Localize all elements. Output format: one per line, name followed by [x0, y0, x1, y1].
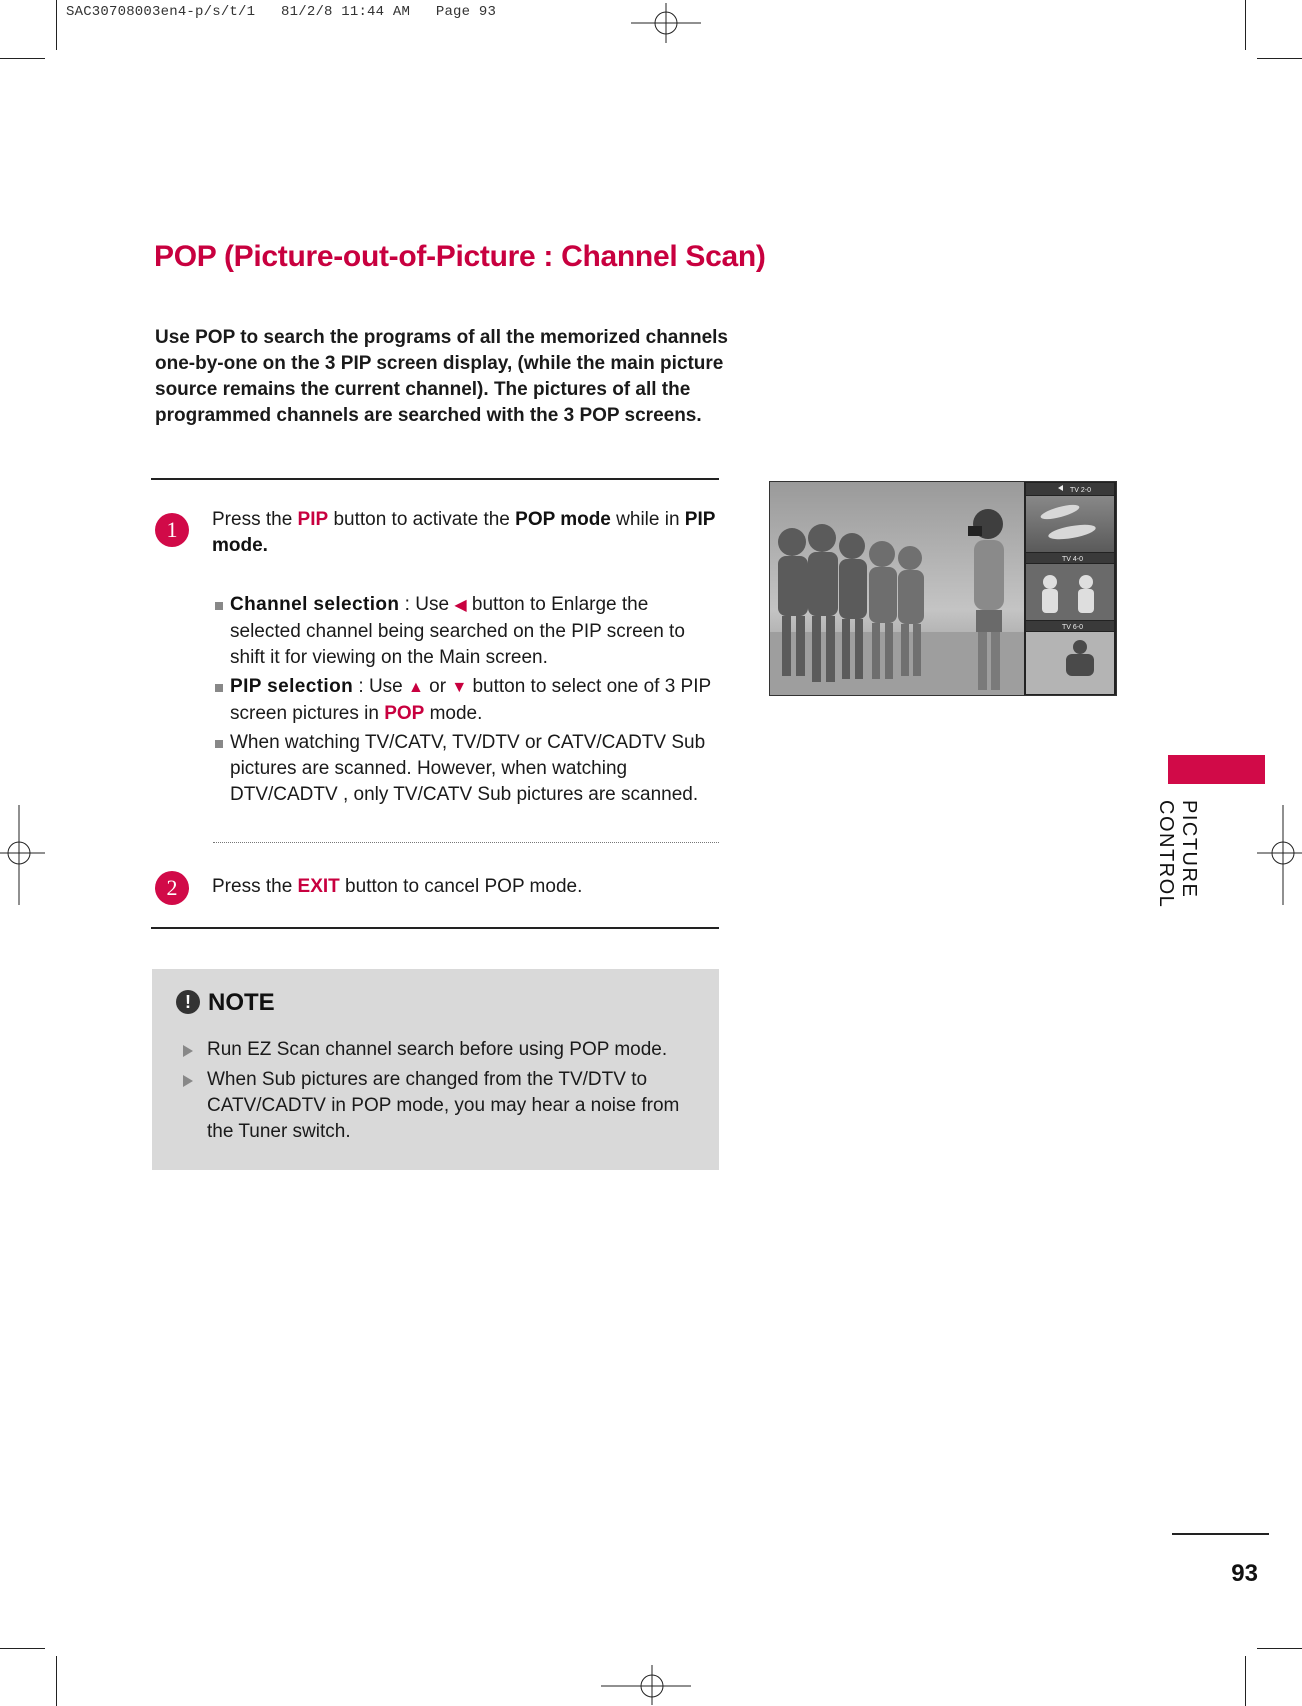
note-heading: [176, 989, 275, 1017]
registration-mark-icon: [1257, 805, 1302, 905]
left-arrow-icon: ◀: [454, 597, 467, 614]
bullet-text: button to select one of 3 PIP screen pictures in: [230, 676, 711, 724]
registration-mark-icon: [0, 805, 45, 905]
step-2-badge: 2: [155, 871, 189, 905]
section-rule-bottom: [151, 927, 719, 929]
registration-mark-icon: [601, 1665, 691, 1705]
step-1-badge: 1: [155, 513, 189, 547]
pip-mode-label: PIP mode.: [212, 509, 716, 556]
pop-screen-illustration: [769, 481, 1117, 696]
print-slug: SAC30708003en4-p/s/t/1 81/2/8 11:44 AM Page 93: [66, 4, 497, 20]
pop-mode-label: POP mode: [515, 509, 611, 530]
intro-paragraph: Use POP to search the programs of all the memorized channels one-by-one on the 3 PIP screen display, (while the main picture source remains the current channel). The pictures of all the programmed channels are searched with the 3 POP screens.: [155, 327, 728, 426]
crop-mark: [56, 0, 57, 50]
bullet-channel-selection: [214, 592, 724, 671]
crop-mark: [1257, 58, 1302, 59]
step-2-text: [212, 874, 722, 900]
crop-mark: [1245, 0, 1246, 50]
step-1-part: Press the: [212, 509, 298, 530]
step-1-options: [214, 592, 724, 811]
bullet-text: : Use: [399, 594, 455, 615]
crop-mark: [1245, 1656, 1246, 1706]
pop-label: POP: [384, 703, 425, 724]
crop-mark: [1257, 1648, 1302, 1649]
channel-selection-label: Channel selection: [230, 594, 400, 615]
note-item-text: When Sub pictures are changed from the TV/DTV to CATV/CADTV in POP mode, you may hear a noise from the Tuner switch.: [207, 1069, 680, 1142]
note-title: NOTE: [208, 989, 275, 1016]
triangle-bullet-icon: [183, 1045, 193, 1057]
bullet-sub-pictures: [214, 730, 724, 808]
note-box: [152, 969, 719, 1170]
step-divider: [213, 842, 719, 843]
pip-label-mid: TV 4-0: [1062, 556, 1084, 563]
crop-mark: [0, 1648, 45, 1649]
step-1-text: [212, 507, 722, 559]
pop-screen-graphic: [770, 482, 1116, 695]
note-item-text: Run EZ Scan channel search before using POP mode.: [207, 1039, 668, 1060]
bullet-square-icon: [215, 602, 223, 610]
step-1-part: button to activate the: [328, 509, 516, 530]
exit-button-label: EXIT: [297, 876, 340, 897]
bullet-square-icon: [215, 740, 223, 748]
pip-label-bottom: TV 6-0: [1062, 624, 1084, 631]
bullet-text: : Use: [353, 676, 409, 697]
section-side-label: PICTURE CONTROL: [1155, 800, 1200, 909]
pip-label-top: TV 2-0: [1070, 487, 1092, 494]
crop-mark: [0, 58, 45, 59]
note-item: [152, 1067, 697, 1145]
down-arrow-icon: ▼: [451, 679, 468, 696]
step-2-part: Press the: [212, 876, 298, 897]
step-1-part: while in: [610, 509, 685, 530]
triangle-bullet-icon: [183, 1075, 193, 1087]
bullet-text: button to Enlarge the selected channel being searched on the PIP screen to shift it for viewing on the Main screen.: [230, 594, 685, 668]
page-number: 93: [1231, 1560, 1258, 1587]
exclamation-icon: !: [176, 990, 200, 1014]
pip-selection-label: PIP selection: [230, 676, 354, 697]
registration-mark-icon: [631, 3, 701, 43]
section-tab-marker: [1168, 755, 1265, 784]
page-number-rule: [1172, 1533, 1269, 1535]
up-arrow-icon: ▲: [408, 679, 424, 696]
bullet-text: When watching TV/CATV, TV/DTV or CATV/CADTV Sub pictures are scanned. However, when watching DTV/CADTV , only TV/CATV Sub pictures are scanned.: [230, 732, 706, 805]
bullet-text: mode.: [424, 703, 483, 724]
section-rule-top: [151, 478, 719, 480]
crop-mark: [56, 1656, 57, 1706]
bullet-text: or: [423, 676, 452, 697]
note-list: [152, 1037, 697, 1149]
bullet-square-icon: [215, 684, 223, 692]
pip-button-label: PIP: [297, 509, 329, 530]
step-2-part: button to cancel POP mode.: [339, 876, 583, 897]
page-title: POP (Picture-out-of-Picture : Channel Scan): [154, 240, 766, 273]
note-item: [152, 1037, 697, 1063]
bullet-pip-selection: [214, 674, 724, 727]
